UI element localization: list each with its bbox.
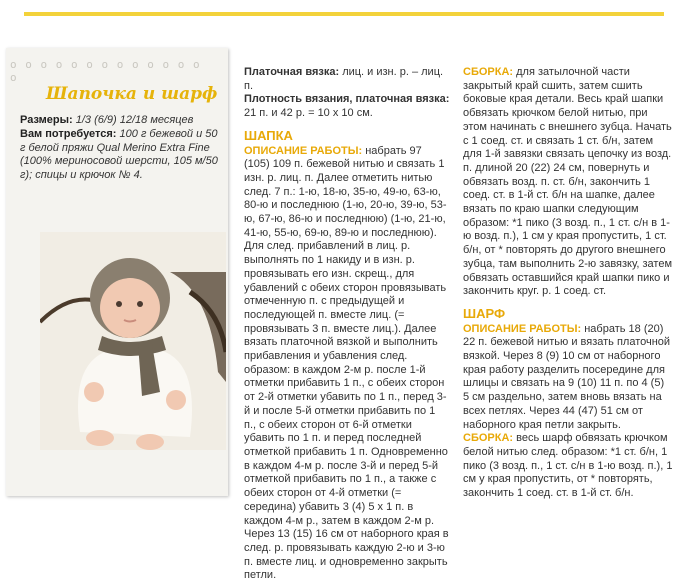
scarf-assembly-label: СБОРКА: xyxy=(463,432,514,445)
density-value: 21 п. и 42 р. = 10 х 10 см. xyxy=(244,107,373,120)
scarf-work-label: ОПИСАНИЕ РАБОТЫ: xyxy=(463,322,582,335)
work-label: ОПИСАНИЕ РАБОТЫ: xyxy=(244,144,363,157)
top-accent-bar xyxy=(24,12,664,16)
work-text: набрать 97 (105) 109 п. бежевой нитью и связать 1 изн. р. лиц. п. Далее отметить нитью след. 7 п.: 1-ю, 18-ю, 35-ю, 49-ю, 63-ю, 80-ю и последнюю (1-ю, 20-ю, 39-ю, 53-ю, 67-ю, 86-ю и последнюю) (1-ю, 21-ю, 41-ю, 55-ю, 69-ю, 89-ю и последнюю). Для след. прибавлений в лиц. р. выполнять по 1 накиду и в изн. р. провязывать его изн. скрещ., для убавлений с обеих сторон провязывать отмеченную п. с предыдущей и последующей п. вместе лиц. (= провязывать 3 п. вместе лиц.). Далее вязать платочной вязкой и выполнить прибавления и убавления след. образом: в каждом 2-м р. после 1-й отметки прибавить 1 п., с обеих сторон от 2-й отметки убавить по 1 п., перед 3-й и после 5-й отметки прибавить по 1 п., с обеих сторон от 6-й отметки убавить по 1 п. и перед последней отметкой прибавить 1 п. Одновременно в каждом 4-м р. после 3-й и перед 5-й отметкой прибавить по 1 п., а также с обеих сторон от 4-й отметки (= середина) убавить 3 (4) 5 х 1 п. в каждом 4-м р., затем в каждом 2-м р. Через 13 (15) 16 см от наборного края в след. р. провязывать каждую 2-ю и 3-ю п. вместе лиц. и одновременно закрыть петли. xyxy=(244,144,449,582)
garter-label: Платочная вязка: xyxy=(244,66,340,78)
sizes-value: 1/3 (6/9) 12/18 месяцев xyxy=(75,114,194,126)
density-label: Плотность вязания, платочная вязка: xyxy=(244,93,450,106)
baby-photo xyxy=(40,232,226,450)
card-info xyxy=(20,114,220,183)
scarf-heading: ШАРФ xyxy=(463,305,506,321)
scarf-assembly-text: весь шарф обвязать крючком белой нитью след. образом: *1 ст. б/н, 1 пико (3 возд. п., 1 ст. с/н в 1-ю возд. п.), 1 см у края пропустить, от * повторять, закончить 1 соед. ст. в 1-й ст. б/н. xyxy=(463,432,673,500)
materials-label: Вам потребуется: xyxy=(20,127,117,140)
page-title: Шапочка и шарф xyxy=(46,84,218,104)
materials-value: 100 г бежевой и 50 г белой пряжи Qual Merino Extra Fine (100% мериносовой шерсти, 105 м/50 г); спицы и крючок № 4. xyxy=(20,127,218,182)
binder-holes: o o o o o o o o o o o o o o xyxy=(10,58,201,84)
middle-column xyxy=(244,66,450,583)
assembly-label: СБОРКА: xyxy=(463,66,514,78)
sizes-label: Размеры: xyxy=(20,114,73,126)
scarf-work-text: набрать 18 (20) 22 п. бежевой нитью и вязать платочной вязкой. Через 8 (9) 10 см от наборного края работу разделить посередине для шлицы и связать на 9 (10) 11 п. по 4 (5) 5 см раздельно, затем вновь вязать на всех петлях. Через 44 (47) 51 см от наборного края петли закрыть. xyxy=(463,322,671,431)
garter-value: лиц. и изн. р. – лиц. п. xyxy=(244,66,444,92)
right-column xyxy=(463,66,673,501)
assembly-text: для затылочной части закрытый край сшить, затем сшить боковые края детали. Весь край шапки обвязать крючком белой нитью, при этом начинать с внешнего зубца. Начать с 1 соед. ст. и связать 1 ст. б/н, затем для 1-й завязки связать цепочку из возд. п. длиной 20 (22) 24 см, повернуть и обвязать возд. п. ст. б/н, закончить 1 соед. ст. в 1-й ст. б/н на шапке, далее вязать по краю шапки следующим образом: *1 пико (3 возд. п., 1 ст. с/н в 1-ю возд. п.), 1 см у края пропустить, 1 ст. б/н, от * повторять до другого внешнего зубца, там выполнить 2-ю завязку, затем обвязать оставшийся край шапки пико и закончить круг. р. 1 соед. ст. xyxy=(463,66,672,298)
hat-heading: ШАПКА xyxy=(244,127,293,143)
